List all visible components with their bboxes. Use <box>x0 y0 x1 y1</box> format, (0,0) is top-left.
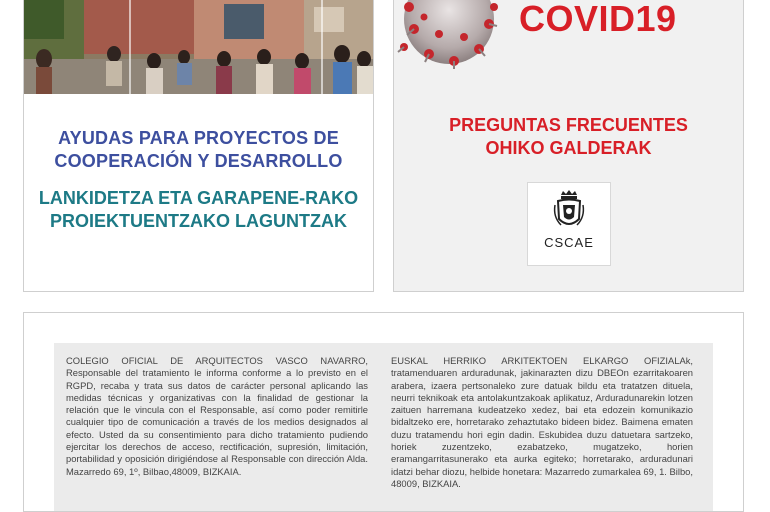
privacy-notice-es: COLEGIO OFICIAL DE ARQUITECTOS VASCO NAVARRO, Responsable del tratamiento le informa conforme a lo previsto en el RGPD, recaba y trata sus datos de carácter personal aplicando las medidas técnicas y organizativas con la finalidad de gestionar la relación que le vincula con el Responsable, así como poder remitirle cualquier tipo de comunicación a través de los medios designados al efecto. Usted da su consentimiento para dicho tratamiento pudiendo ejercitar los derechos de acceso, rectificación, supresión, limitación, portabilidad y oposición dirigiéndose al Responsable con dirección Alda. Mazarredo 69, 1º, Bilbao,48009, BIZKAIA. <box>66 355 368 477</box>
faq-heading <box>394 114 743 160</box>
cooperation-card[interactable] <box>23 0 374 292</box>
cooperation-title-es: AYUDAS PARA PROYECTOS DE COOPERACIÓN Y DESARROLLO <box>54 128 343 171</box>
community-meeting-photo <box>24 0 373 94</box>
cscae-logo <box>527 182 611 266</box>
privacy-notice-card <box>23 312 744 512</box>
faq-heading-eu: OHIKO GALDERAK <box>485 138 652 158</box>
privacy-notice-eu: EUSKAL HERRIKO ARKITEKTOEN ELKARGO OFIZIALAk, tratamenduaren arduradunak, jakinarazten dizu DBEOn ezarritakoaren arabera, izaera pertsonaleko zure datuak bildu eta tratatzen dituela, neurri teknikoak eta antolakuntzakoak aplikatuz, Arduradunarekin lotzen zaituen harremana kudeatzeko xedez, bai eta edozein komunikazio bidaltzeko ere, horretarako zehaztutako bideen bidez. Baimena ematen duzu tratamendu hori egin dadin. Eskubidea duzu datuetara sartzeko, horiek zuzentzeko, ezabatzeko, mugatzeko, horien eramangarritasunerako eta aurka egiteko; horretarako, arduradunari idatzi behar diozu, helbide honetara: Mazarredo zumarkalea 69, 1. Bilbo, 48009, BIZKAIA. <box>391 355 693 489</box>
privacy-notice-panel <box>54 343 713 512</box>
cscae-logo-text: CSCAE <box>544 235 594 250</box>
crown-seal-icon <box>549 189 589 233</box>
cooperation-title-eu: LANKIDETZA ETA GARAPENE-RAKO PROIEKTUENTZAKO LAGUNTZAK <box>38 188 359 231</box>
coronavirus-illustration <box>394 0 524 89</box>
faq-heading-es: PREGUNTAS FRECUENTES <box>449 115 688 135</box>
covid-card[interactable] <box>393 0 744 292</box>
covid-title: COVID19 <box>519 0 677 39</box>
